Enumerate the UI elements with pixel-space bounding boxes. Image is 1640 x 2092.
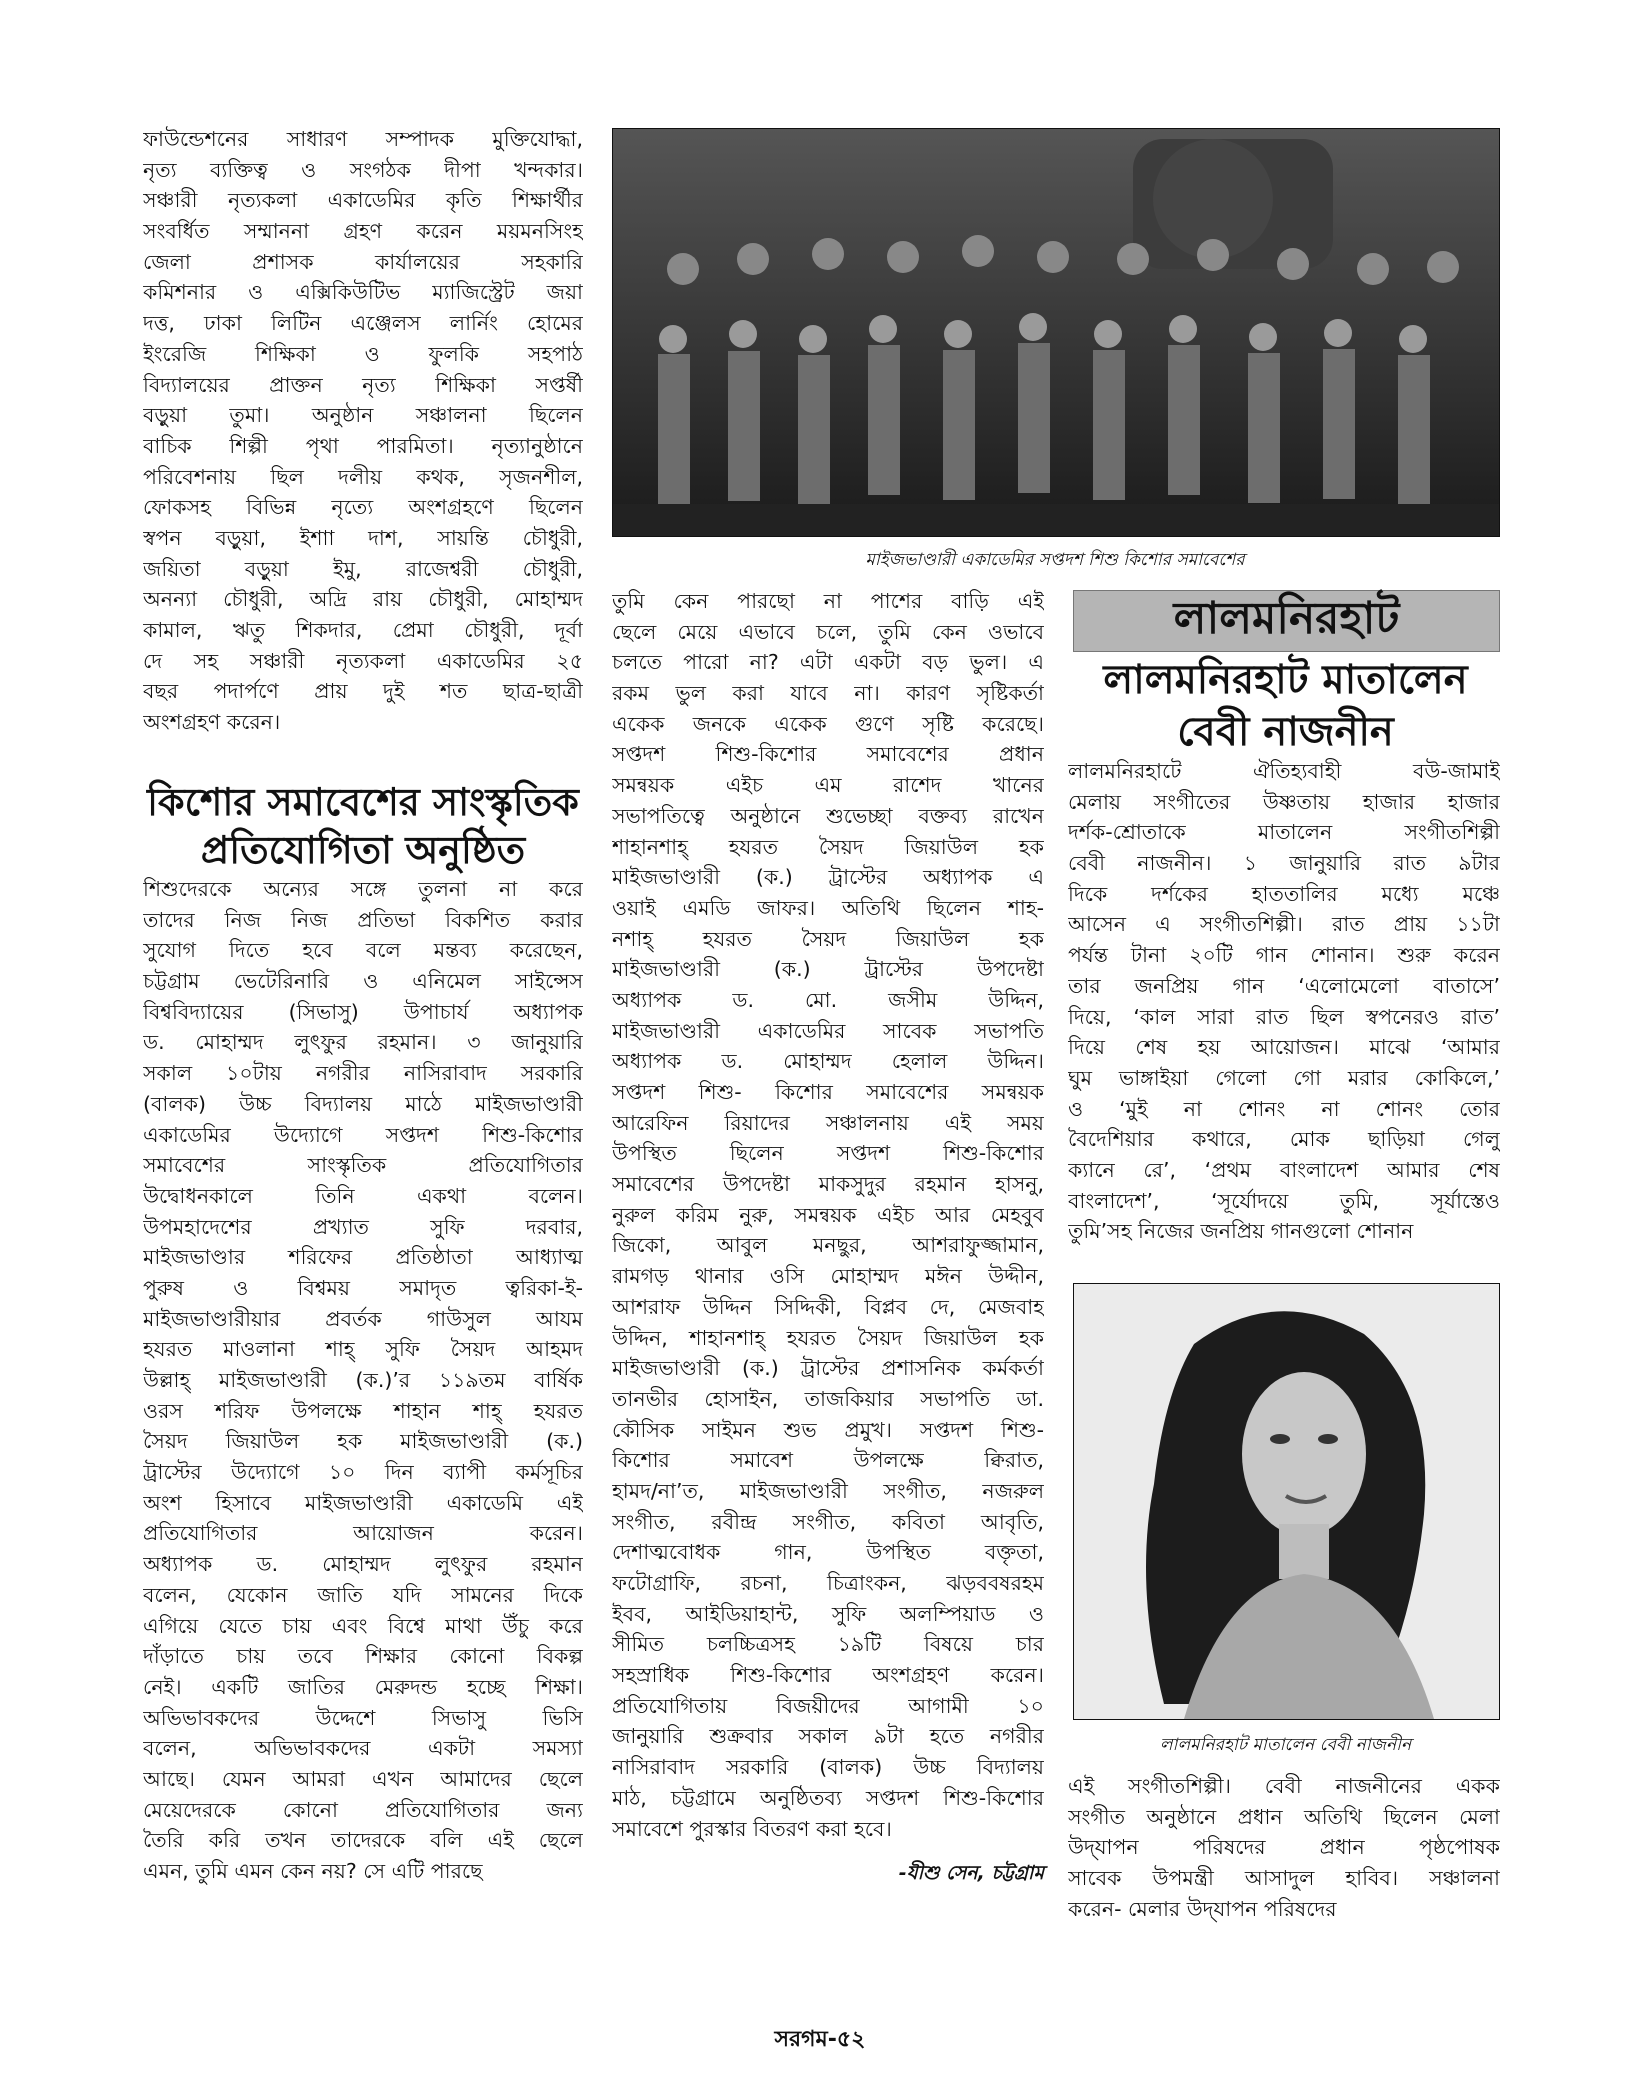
text-line: মাইজভাণ্ডারীয়ার প্রবর্তক গাউসুল আযম bbox=[143, 1306, 583, 1331]
text-line: একাডেমির উদ্যোগে সপ্তদশ শিশু-কিশোর bbox=[143, 1122, 583, 1147]
text-line: আছে। যেমন আমরা এখন আমাদের ছেলে bbox=[143, 1766, 583, 1791]
text-line: দিয়ে শেষ হয় আয়োজন। মাঝে ‘আমার bbox=[1068, 1035, 1500, 1060]
text-line: চলতে পারো না? এটা একটা বড় ভুল। এ bbox=[612, 650, 1044, 675]
text-line: ছেলে মেয়ে এভাবে চলে, তুমি কেন ওভাবে bbox=[612, 619, 1044, 644]
text-line: কৌসিক সাইমন শুভ প্রমুখ। সপ্তদশ শিশু- bbox=[612, 1417, 1044, 1442]
text-line: উদ্দিন, শাহানশাহ্ হযরত সৈয়দ জিয়াউল হক bbox=[612, 1325, 1044, 1350]
text-line: বলেন, যেকোন জাতি যদি সামনের দিকে bbox=[143, 1582, 583, 1607]
text-line: রামগড় থানার ওসি মোহাম্মদ মঈন উদ্দীন, bbox=[612, 1264, 1044, 1289]
text-line: (বালক) উচ্চ বিদ্যালয় মাঠে মাইজভাণ্ডারী bbox=[143, 1091, 583, 1116]
text-line: মাইজভাণ্ডারী (ক.) ট্রাস্টের উপদেষ্টা bbox=[612, 957, 1044, 982]
text-line: ফটোগ্রাফি, রচনা, চিত্রাংকন, ঝড়ববষরহম bbox=[612, 1571, 1044, 1595]
text-line: দেশাত্মবোধক গান, উপস্থিত বক্তৃতা, bbox=[612, 1540, 1044, 1565]
text-line: অধ্যাপক ড. মোহাম্মদ হেলাল উদ্দিন। bbox=[612, 1049, 1044, 1074]
article2-headline-line1: কিশোর সমাবেশের সাংস্কৃতিক bbox=[147, 780, 579, 824]
text-line: এমন, তুমি এমন কেন নয়? সে এটি পারছে bbox=[143, 1859, 483, 1883]
col2-byline: -যীশু সেন, চট্টগ্রাম bbox=[898, 1862, 1044, 1884]
text-line: সপ্তদশ শিশু-কিশোর সমাবেশের প্রধান bbox=[612, 742, 1044, 767]
text-line: অনন্যা চৌধুরী, অদ্রি রায় চৌধুরী, মোহাম্মদ bbox=[143, 587, 583, 612]
text-line: মেয়েদেরকে কোনো প্রতিযোগিতার জন্য bbox=[143, 1797, 583, 1822]
text-line: সুযোগ দিতে হবে বলে মন্তব্য করেছেন, bbox=[143, 938, 583, 963]
photo1-caption: মাইজভাণ্ডারী একাডেমির সপ্তদশ শিশু কিশোর সমাবেশের bbox=[865, 550, 1245, 570]
text-line: স্বপন বড়ুয়া, ইশাা দাশ, সায়ন্তি চৌধুরী, bbox=[143, 525, 583, 550]
text-line: উপমহাদেশের প্রখ্যাত সুফি দরবার, bbox=[143, 1214, 583, 1239]
text-line: তৈরি করি তখন তাদেরকে বলি এই ছেলে bbox=[143, 1828, 583, 1853]
text-line: বিশ্ববিদ্যায়ের (সিভাসু) উপাচার্য অধ্যাপক bbox=[143, 999, 583, 1024]
text-line: ইংরেজি শিক্ষিকা ও ফুলকি সহপাঠ bbox=[143, 341, 583, 366]
article2-headline-line2: প্রতিযোগিতা অনুষ্ঠিত bbox=[200, 828, 526, 872]
text-line: ইবব, আইডিয়াহান্ট, সুফি অলম্পিয়াড ও bbox=[612, 1601, 1044, 1626]
photo-group-event bbox=[612, 128, 1500, 537]
text-line: মাইজভাণ্ডারী (ক.) ট্রাস্টের প্রশাসনিক কর্মকর্তা bbox=[612, 1356, 1044, 1381]
text-line: সাবেক উপমন্ত্রী আসাদুল হাবিব। সঞ্চালনা bbox=[1068, 1866, 1500, 1891]
text-line: দিয়ে, ‘কাল সারা রাত ছিল স্বপনেরও রাত’ bbox=[1068, 1004, 1500, 1029]
text-line: তুমি’সহ নিজের জনপ্রিয় গানগুলো শোনান bbox=[1068, 1219, 1414, 1244]
text-line: চট্টগ্রাম ভেটেরিনারি ও এনিমেল সাইন্সেস bbox=[143, 969, 583, 994]
text-line: সংবর্ধিত সম্মাননা গ্রহণ করেন ময়মনসিংহ bbox=[143, 219, 583, 244]
text-line: সংগীত, রবীন্দ্র সংগীত, কবিতা আবৃতি, bbox=[612, 1509, 1044, 1534]
text-line: সমাবেশের উপদেষ্টা মাকসুদুর রহমান হাসনু, bbox=[612, 1172, 1044, 1197]
text-line: সংগীত অনুষ্ঠানে প্রধান অতিথি ছিলেন মেলা bbox=[1068, 1804, 1500, 1829]
text-line: হযরত মাওলানা শাহ্ সুফি সৈয়দ আহমদ bbox=[143, 1337, 583, 1362]
text-line: দাঁড়াতে চায় তবে শিক্ষার কোনো বিকল্প bbox=[143, 1644, 583, 1669]
text-line: ওরস শরিফ উপলক্ষে শাহান শাহ্ হযরত bbox=[143, 1398, 583, 1423]
text-line: মাইজভাণ্ডারী একাডেমির সাবেক সভাপতি bbox=[612, 1018, 1044, 1043]
text-line: অংশগ্রহণ করেন। bbox=[143, 710, 281, 735]
text-line: বাংলাদেশ’, ‘সূর্যোদয়ে তুমি, সূর্যাস্তেও bbox=[1068, 1188, 1500, 1213]
text-line: জানুয়ারি শুক্রবার সকাল ৯টা হতে নগরীর bbox=[612, 1724, 1044, 1749]
text-line: আরেফিন রিয়াদের সঞ্চালনায় এই সময় bbox=[612, 1110, 1044, 1135]
text-line: মাইজভাণ্ডারী (ক.) ট্রাস্টের অধ্যাপক এ bbox=[612, 865, 1044, 890]
text-line: নাসিরাবাদ সরকারি (বালক) উচ্চ বিদ্যালয় bbox=[612, 1755, 1044, 1780]
text-line: তার জনপ্রিয় গান ‘এলোমেলো বাতাসে’ bbox=[1068, 973, 1500, 998]
text-line: বলেন, অভিভাবকদের একটা সমস্যা bbox=[143, 1736, 583, 1761]
text-line: বেবী নাজনীন। ১ জানুয়ারি রাত ৯টার bbox=[1068, 851, 1500, 876]
col2-text bbox=[612, 586, 1044, 1844]
text-line: সমন্বয়ক এইচ এম রাশেদ খানের bbox=[612, 773, 1044, 798]
text-line: মাইজভাণ্ডার শরিফের প্রতিষ্ঠাতা আধ্যাত্ম bbox=[143, 1245, 583, 1270]
text-line: জেলা প্রশাসক কার্যালয়ের সহকারি bbox=[143, 249, 583, 274]
text-line: কমিশনার ও এক্সিকিউটিভ ম্যাজিস্ট্রেট জয়া bbox=[143, 280, 583, 305]
text-line: মেলায় সংগীতের উষ্ণতায় হাজার হাজার bbox=[1068, 789, 1500, 814]
photo2-caption: লালমনিরহাট মাতালেন বেবী নাজনীন bbox=[1159, 1735, 1412, 1755]
text-line: সহস্রাধিক শিশু-কিশোর অংশগ্রহণ করেন। bbox=[612, 1663, 1044, 1688]
text-line: সমাবেশে পুরস্কার বিতরণ করা হবে। bbox=[612, 1816, 892, 1841]
text-line: অধ্যাপক ড. মো. জসীম উদ্দিন, bbox=[612, 987, 1044, 1012]
text-line: তানভীর হোসাইন, তাজকিয়ার সভাপতি ডা. bbox=[612, 1386, 1044, 1411]
text-line: জয়িতা বড়ুয়া ইমু, রাজেশ্বরী চৌধুরী, bbox=[143, 556, 583, 581]
text-line: ওয়াই এমডি জাফর। অতিথি ছিলেন শাহ- bbox=[612, 895, 1044, 920]
text-line: দর্শক-শ্রোতাকে মাতালেন সংগীতশিল্পী bbox=[1068, 820, 1500, 845]
text-line: পরিবেশনায় ছিল দলীয় কথক, সৃজনশীল, bbox=[143, 464, 583, 489]
section-label-box: লালমনিরহাট bbox=[1073, 590, 1500, 652]
text-line: এগিয়ে যেতে চায় এবং বিশ্বে মাথা উঁচু করে bbox=[143, 1613, 583, 1638]
text-line: হামদ/না’ত, মাইজভাণ্ডারী সংগীত, নজরুল bbox=[612, 1478, 1044, 1503]
text-line: উল্লাহ্ মাইজভাণ্ডারী (ক.)’র ১১৯তম বার্ষিক bbox=[143, 1368, 583, 1392]
text-line: শাহানশাহ্ হযরত সৈয়দ জিয়াউল হক bbox=[612, 834, 1044, 859]
col3-bottom-text bbox=[1068, 1771, 1500, 1924]
text-line: বিদ্যালয়ের প্রাক্তন নৃত্য শিক্ষিকা সপ্তর্ষী bbox=[143, 372, 583, 397]
text-line: আসেন এ সংগীতশিল্পী। রাত প্রায় ১১টা bbox=[1068, 912, 1500, 937]
article3-headline-line2: বেবী নাজনীন bbox=[1177, 709, 1394, 755]
text-line: পর্যন্ত টানা ২০টি গান শোনান। শুরু করেন bbox=[1068, 943, 1500, 968]
text-line: বাচিক শিল্পী পৃথা পারমিতা। নৃত্যানুষ্ঠানে bbox=[143, 433, 583, 458]
text-line: উদ্বোধনকালে তিনি একথা বলেন। bbox=[143, 1183, 583, 1208]
text-line: বৈদেশিয়ার কথারে, মোক ছাড়িয়া গেলু bbox=[1068, 1127, 1500, 1152]
text-line: ফাউন্ডেশনের সাধারণ সম্পাদক মুক্তিযোদ্ধা, bbox=[143, 127, 583, 151]
text-line: লালমনিরহাটে ঐতিহ্যবাহী বউ-জামাই bbox=[1068, 759, 1500, 783]
text-line: ও ‘মুই না শোনং না শোনং তোর bbox=[1068, 1096, 1500, 1121]
text-line: সৈয়দ জিয়াউল হক মাইজভাণ্ডারী (ক.) bbox=[143, 1429, 583, 1454]
text-line: ক্যানে রে’, ‘প্রথম বাংলাদেশ আমার শেষ bbox=[1068, 1157, 1500, 1182]
col1-bottom-text bbox=[143, 874, 583, 1887]
text-line: সভাপতিত্বে অনুষ্ঠানে শুভেচ্ছা বক্তব্য রাখেন bbox=[612, 803, 1044, 828]
text-line: নৃত্য ব্যক্তিত্ব ও সংগঠক দীপা খন্দকার। bbox=[143, 157, 583, 182]
article3-headline bbox=[1073, 654, 1498, 758]
text-line: একেক জনকে একেক গুণে সৃষ্টি করেছে। bbox=[612, 711, 1044, 736]
text-line: দত্ত, ঢাকা লিটিন এঞ্জেলস লার্নিং হোমের bbox=[143, 311, 583, 336]
text-line: রকম ভুল করা যাবে না। কারণ সৃষ্টিকর্তা bbox=[612, 681, 1044, 706]
text-line: নেই। একটি জাতির মেরুদন্ড হচ্ছে শিক্ষা। bbox=[143, 1674, 583, 1699]
text-line: অভিভাবকদের উদ্দেশে সিভাসু ভিসি bbox=[143, 1705, 583, 1730]
text-line: দে সহ সঞ্চারী নৃত্যকলা একাডেমির ২৫ bbox=[143, 648, 583, 673]
text-line: সকাল ১০টায় নগরীর নাসিরাবাদ সরকারি bbox=[143, 1061, 583, 1086]
group-photo-illustration bbox=[613, 129, 1499, 536]
text-line: সঞ্চারী নৃত্যকলা একাডেমির কৃতি শিক্ষার্থীর bbox=[143, 188, 583, 213]
text-line: উপস্থিত ছিলেন সপ্তদশ শিশু-কিশোর bbox=[612, 1141, 1044, 1166]
text-line: জিকো, আবুল মনছুর, আশরাফুজ্জামান, bbox=[612, 1233, 1044, 1258]
text-line: মাঠ, চট্টগ্রামে অনুষ্ঠিতব্য সপ্তদশ শিশু-কিশোর bbox=[612, 1785, 1044, 1810]
text-line: সমাবেশের সাংস্কৃতিক প্রতিযোগিতার bbox=[143, 1153, 583, 1178]
text-line: কামাল, ঋতু শিকদার, প্রেমা চৌধুরী, দূর্বা bbox=[143, 618, 583, 642]
article3-headline-line1: লালমনিরহাট মাতালেন bbox=[1103, 657, 1468, 703]
text-line: তুমি কেন পারছো না পাশের বাড়ি এই bbox=[612, 589, 1044, 613]
text-line: পুরুষ ও বিশ্বময় সমাদৃত ত্বরিকা-ই- bbox=[143, 1275, 583, 1300]
col1-top-text bbox=[143, 124, 583, 738]
article2-headline bbox=[143, 778, 583, 874]
text-line: সীমিত চলচ্চিত্রসহ ১৯টি বিষয়ে চার bbox=[612, 1632, 1044, 1657]
text-line: অংশ হিসাবে মাইজভাণ্ডারী একাডেমি এই bbox=[143, 1490, 583, 1515]
text-line: ড. মোহাম্মদ লুৎফুর রহমান। ৩ জানুয়ারি bbox=[143, 1030, 583, 1055]
text-line: ট্রাস্টের উদ্যোগে ১০ দিন ব্যাপী কর্মসূচির bbox=[143, 1460, 583, 1485]
text-line: দিকে দর্শকের হাততালির মধ্যে মঞ্চে bbox=[1068, 881, 1500, 906]
text-line: বছর পদার্পণে প্রায় দুই শত ছাত্র-ছাত্রী bbox=[143, 679, 583, 704]
photo-singer-portrait bbox=[1073, 1283, 1500, 1720]
text-line: সপ্তদশ শিশু- কিশোর সমাবেশের সমন্বয়ক bbox=[612, 1080, 1044, 1104]
text-line: উদ্‌যাপন পরিষদের প্রধান পৃষ্ঠপোষক bbox=[1068, 1835, 1500, 1860]
text-line: বড়ুয়া তুমা। অনুষ্ঠান সঞ্চালনা ছিলেন bbox=[143, 403, 583, 428]
text-line: অধ্যাপক ড. মোহাম্মদ লুৎফুর রহমান bbox=[143, 1552, 583, 1577]
page-number: সরগম-৫২ bbox=[774, 2027, 866, 2052]
text-line: এই সংগীতশিল্পী। বেবী নাজনীনের একক bbox=[1068, 1774, 1500, 1798]
text-line: করেন- মেলার উদ্‌যাপন পরিষদের bbox=[1068, 1896, 1337, 1921]
text-line: নশাহ্ হযরত সৈয়দ জিয়াউল হক bbox=[612, 926, 1044, 951]
singer-portrait-illustration bbox=[1074, 1284, 1499, 1719]
col3-top-text bbox=[1068, 756, 1500, 1247]
text-line: নুরুল করিম নুরু, সমন্বয়ক এইচ আর মেহবুব bbox=[612, 1202, 1044, 1227]
text-line: ফোকসহ বিভিন্ন নৃত্যে অংশগ্রহণে ছিলেন bbox=[143, 495, 583, 520]
text-line: ঘুম ভাঙ্গাইয়া গেলো গো মরার কোকিলে,’ bbox=[1068, 1065, 1500, 1090]
text-line: প্রতিযোগিতার আয়োজন করেন। bbox=[143, 1521, 583, 1546]
text-line: কিশোর সমাবেশ উপলক্ষে ক্বিরাত, bbox=[612, 1448, 1044, 1473]
text-line: আশরাফ উদ্দিন সিদ্দিকী, বিপ্লব দে, মেজবাহ bbox=[612, 1294, 1044, 1319]
text-line: তাদের নিজ নিজ প্রতিভা বিকশিত করার bbox=[143, 907, 583, 932]
text-line: শিশুদেরকে অন্যের সঙ্গে তুলনা না করে bbox=[143, 877, 583, 901]
text-line: প্রতিযোগিতায় বিজয়ীদের আগামী ১০ bbox=[612, 1693, 1044, 1718]
